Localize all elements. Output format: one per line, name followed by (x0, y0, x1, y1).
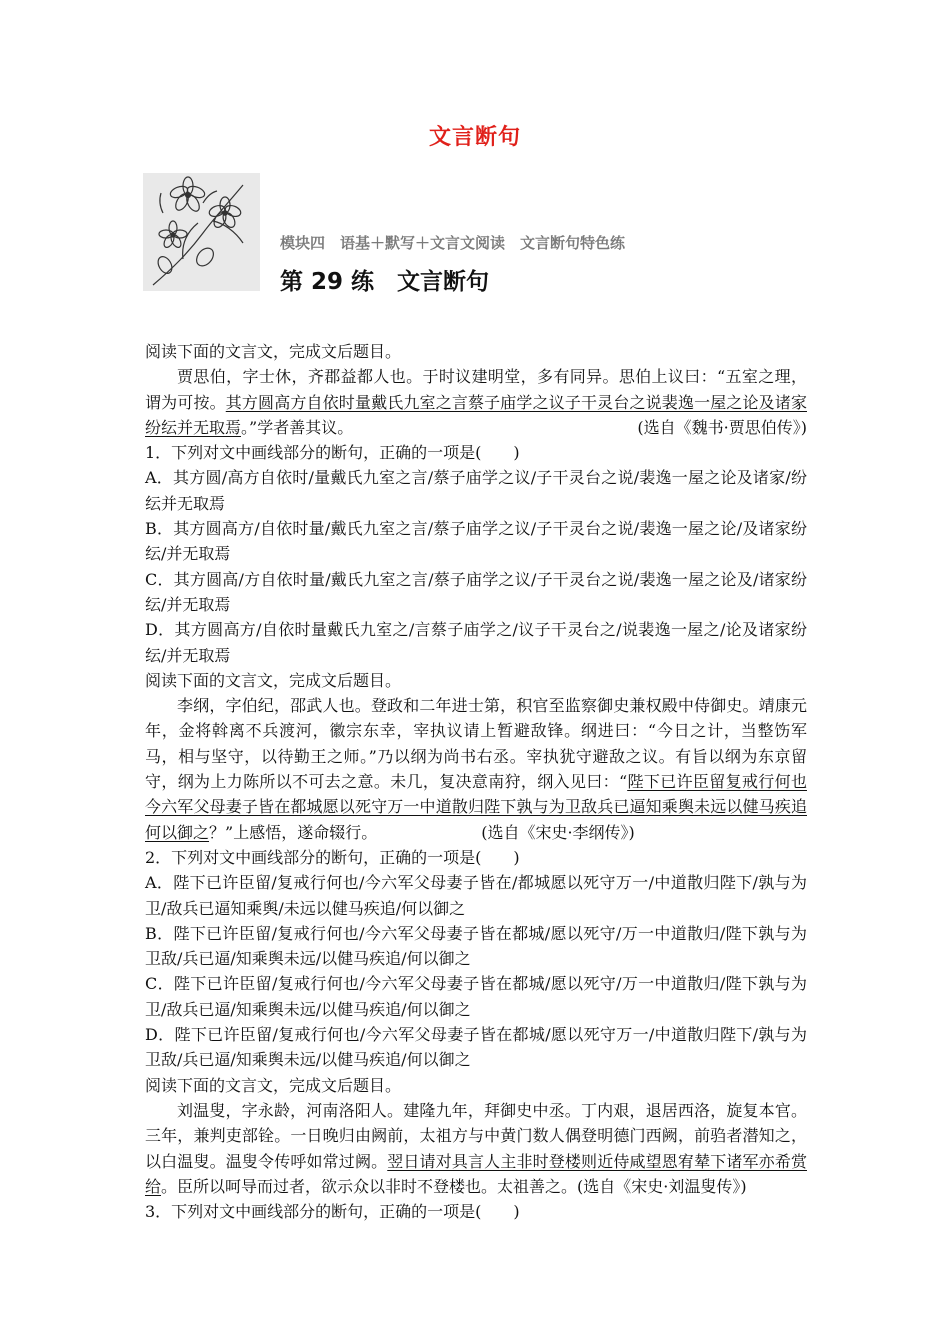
q1-option-c[interactable]: C．其方圆高/方自依时量/戴氏九室之言/蔡子庙学之议/子干灵台之说/裴逸一屋之论及/诸家纷纭/并无取焉 (145, 569, 807, 614)
q1-passage (145, 364, 807, 440)
q2-passage (145, 693, 807, 845)
flower-drawing-icon (143, 173, 260, 291)
content-body (145, 339, 807, 1224)
q1-intro: 阅读下面的文言文，完成文后题目。 (145, 342, 402, 361)
flower-illustration (143, 173, 260, 291)
q1-passage-end: 。”学者善其议。 (241, 417, 354, 437)
q1-option-d[interactable]: D．其方圆高方/自依时量戴氏九室之/言蔡子庙学之/议子干灵台之/说裴逸一屋之/论及诸家纷纭/并无取焉 (145, 620, 807, 665)
q2-passage-end: ？”上感悟，遂命辍行。 (209, 822, 370, 842)
q3-passage-end: 。臣所以呵导而过者，欲示众以非时不登楼也。太祖善之。 (161, 1176, 578, 1196)
q3-source: (选自《宋史·刘温叟传》) (577, 1176, 747, 1196)
q2-option-c[interactable]: C．陛下已许臣留/复戒行何也/今六军父母妻子皆在都城/愿以死守/万一中道散归/陛下孰与为卫/敌兵已逼/知乘舆未远/以健马疾追/何以御之 (145, 974, 807, 1019)
q1-option-b[interactable]: B．其方圆高方/自依时量/戴氏九室之言/蔡子庙学之议/子干灵台之说/裴逸一屋之论/及诸家纷纭/并无取焉 (145, 519, 807, 564)
q2-question: 2．下列对文中画线部分的断句，正确的一项是( ) (145, 847, 520, 867)
q2-passage-text: 李纲，字伯纪，邵武人也。登政和二年进士第，积官至监察御史兼权殿中侍御史。靖康元年，金将斡离不兵渡河，徽宗东幸，宰执议请上暂避敌锋。纲进曰：“今日之计，当整饬军马，相与坚守，以待勤王之师。”乃以纲为尚书右丞。宰执犹守避敌之议。有旨以纲为东京留守，纲为上力陈所以不可去之意。未几，复决意南狩，纲入见曰：“ (145, 696, 807, 792)
q3-underlined-text: 翌日请对具言人主非时登楼则近侍咸望恩宥辇下诸军亦希赏给 (145, 1151, 807, 1196)
q2-source: (选自《宋史·李纲传》) (481, 822, 635, 842)
module-label: 模块四 语基＋默写＋文言文阅读 文言断句特色练 (280, 234, 626, 252)
q2-option-a[interactable]: A．陛下已许臣留/复戒行何也/今六军父母妻子皆在/都城愿以死守万一/中道散归陛下/孰与为卫/敌兵已逼知乘舆/未远以健马疾追/何以御之 (145, 873, 807, 918)
q1-question: 1．下列对文中画线部分的断句，正确的一项是( ) (145, 443, 520, 463)
q3-intro: 阅读下面的文言文，完成文后题目。 (145, 1075, 402, 1095)
q3-passage-text: 刘温叟，字永龄，河南洛阳人。建隆九年，拜御史中丞。丁内艰，退居西洛，旋复本官。三年，兼判吏部铨。一日晚归由阙前，太祖方与中黄门数人偶登明德门西阙，前驺者潜知之，以白温叟。温叟令传呼如常过阙。 (145, 1100, 807, 1171)
q3-passage (145, 1098, 807, 1199)
q1-option-a[interactable]: A．其方圆/高方自依时/量戴氏九室之言/蔡子庙学之议/子干灵台之说/裴逸一屋之论及诸家/纷纭并无取焉 (145, 468, 807, 513)
q3-question: 3．下列对文中画线部分的断句，正确的一项是( ) (145, 1202, 520, 1222)
lesson-title: 第 29 练 文言断句 (280, 269, 490, 295)
q2-intro: 阅读下面的文言文，完成文后题目。 (145, 670, 402, 690)
q2-option-b[interactable]: B．陛下已许臣留/复戒行何也/今六军父母妻子皆在都城/愿以死守/万一中道散归/陛下孰与为卫敌/兵已逼/知乘舆未远/以健马疾追/何以御之 (145, 923, 807, 969)
q1-source: (选自《魏书·贾思伯传》) (637, 417, 807, 437)
q1-passage-text: 贾思伯，字士休，齐郡益都人也。于时议建明堂，多有同异。思伯上议曰：“五室之理，谓为可按。 (145, 367, 807, 412)
q2-underlined-text: 陛下已许臣留复戒行何也今六军父母妻子皆在都城愿以死守万一中道散归陛下孰与为卫敌兵已逼知乘舆未远以健马疾追何以御之 (145, 772, 807, 842)
q1-underlined-text: 其方圆高方自依时量戴氏九室之言蔡子庙学之议子干灵台之说裴逸一屋之论及诸家纷纭并无取焉 (145, 392, 807, 437)
q2-option-d[interactable]: D．陛下已许臣留/复戒行何也/今六军父母妻子皆在都城/愿以死守万一/中道散归陛下/孰与为卫敌/兵已逼/知乘舆未远/以健马疾追/何以御之 (145, 1025, 807, 1070)
page-title: 文言断句 (428, 125, 521, 150)
